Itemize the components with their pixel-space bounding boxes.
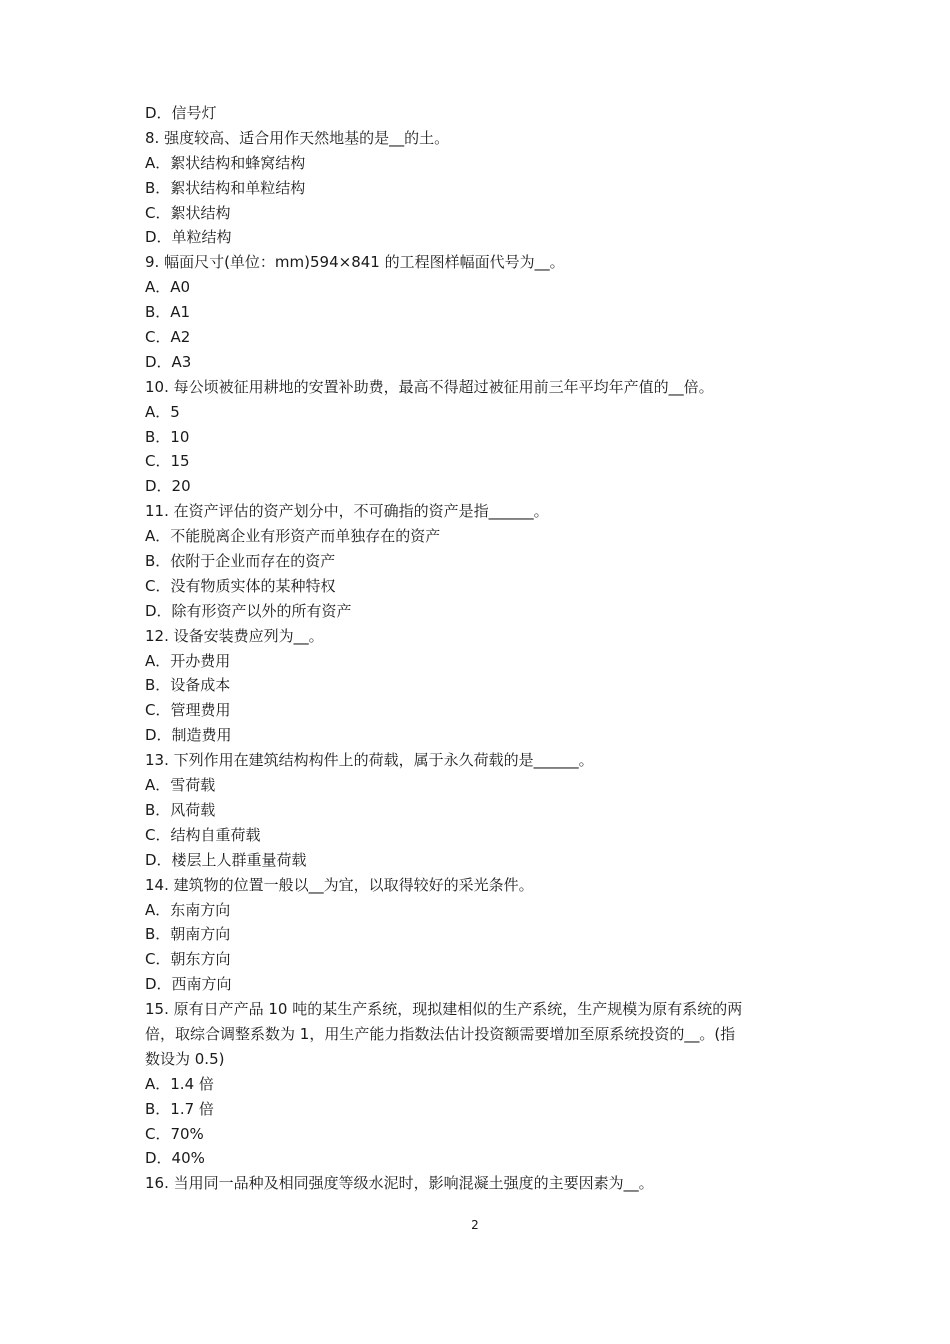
answer-option: B．1.7 倍 — [145, 1099, 214, 1118]
document-body — [145, 101, 810, 1196]
answer-option: A．5 — [145, 402, 180, 421]
answer-option: A．开办费用 — [145, 651, 231, 670]
question-stem: 14. 建筑物的位置一般以__为宜，以取得较好的采光条件。 — [145, 875, 534, 894]
answer-option: C．70% — [145, 1124, 204, 1143]
answer-option: D．楼层上人群重量荷载 — [145, 850, 307, 869]
answer-option: A．不能脱离企业有形资产而单独存在的资产 — [145, 527, 441, 546]
question-stem: 13. 下列作用在建筑结构构件上的荷载，属于永久荷载的是______。 — [145, 751, 594, 770]
question-15-line-2: 倍，取综合调整系数为 1，用生产能力指数法估计投资额需要增加至原系统投资的__。(指 — [145, 1024, 736, 1043]
answer-option: A．絮状结构和蜂窝结构 — [145, 153, 306, 172]
answer-option: D．西南方向 — [145, 975, 232, 994]
question-15-stem — [145, 997, 810, 1072]
answer-option: D．单粒结构 — [145, 228, 232, 247]
answer-option: A．A0 — [145, 278, 191, 297]
answer-option: C．絮状结构 — [145, 203, 231, 222]
answer-option: B．依附于企业而存在的资产 — [145, 552, 336, 571]
answer-option: C．A2 — [145, 328, 191, 347]
answer-option: D．A3 — [145, 352, 192, 371]
question-stem: 11. 在资产评估的资产划分中，不可确指的资产是指______。 — [145, 502, 549, 521]
question-stem: 10. 每公顷被征用耕地的安置补助费，最高不得超过被征用前三年平均年产值的__倍。 — [145, 377, 714, 396]
question-stem: 8. 强度较高、适合用作天然地基的是__的土。 — [145, 128, 450, 147]
answer-option: B．朝南方向 — [145, 925, 231, 944]
answer-option: B．设备成本 — [145, 676, 231, 695]
answer-option: B．10 — [145, 427, 190, 446]
answer-option: A．雪荷载 — [145, 776, 216, 795]
question-15-line-1: 15. 原有日产产品 10 吨的某生产系统，现拟建相似的生产系统，生产规模为原有系统的两 — [145, 1000, 743, 1019]
answer-option: B．风荷载 — [145, 800, 216, 819]
question-stem: 16. 当用同一品种及相同强度等级水泥时，影响混凝土强度的主要因素为__。 — [145, 1174, 654, 1193]
answer-option: C．朝东方向 — [145, 950, 231, 969]
answer-option: B．絮状结构和单粒结构 — [145, 178, 306, 197]
answer-option: C．管理费用 — [145, 701, 231, 720]
answer-option: D．除有形资产以外的所有资产 — [145, 601, 352, 620]
answer-option: A．东南方向 — [145, 900, 231, 919]
answer-option: C．结构自重荷载 — [145, 825, 261, 844]
answer-option: B．A1 — [145, 303, 191, 322]
answer-option: D．20 — [145, 477, 191, 496]
question-list-part-1 — [145, 101, 810, 997]
answer-option: C．15 — [145, 452, 190, 471]
question-stem: 9. 幅面尺寸(单位：mm)594×841 的工程图样幅面代号为__。 — [145, 253, 565, 272]
answer-option: A．1.4 倍 — [145, 1074, 214, 1093]
question-list-part-2 — [145, 1072, 810, 1196]
answer-option: D．制造费用 — [145, 726, 232, 745]
answer-option: D．信号灯 — [145, 104, 217, 122]
page-number: 2 — [471, 1218, 479, 1232]
answer-option: C．没有物质实体的某种特权 — [145, 576, 336, 595]
question-stem: 12. 设备安装费应列为__。 — [145, 626, 324, 645]
answer-option: D．40% — [145, 1149, 205, 1168]
question-15-line-3: 数设为 0.5) — [145, 1049, 225, 1068]
